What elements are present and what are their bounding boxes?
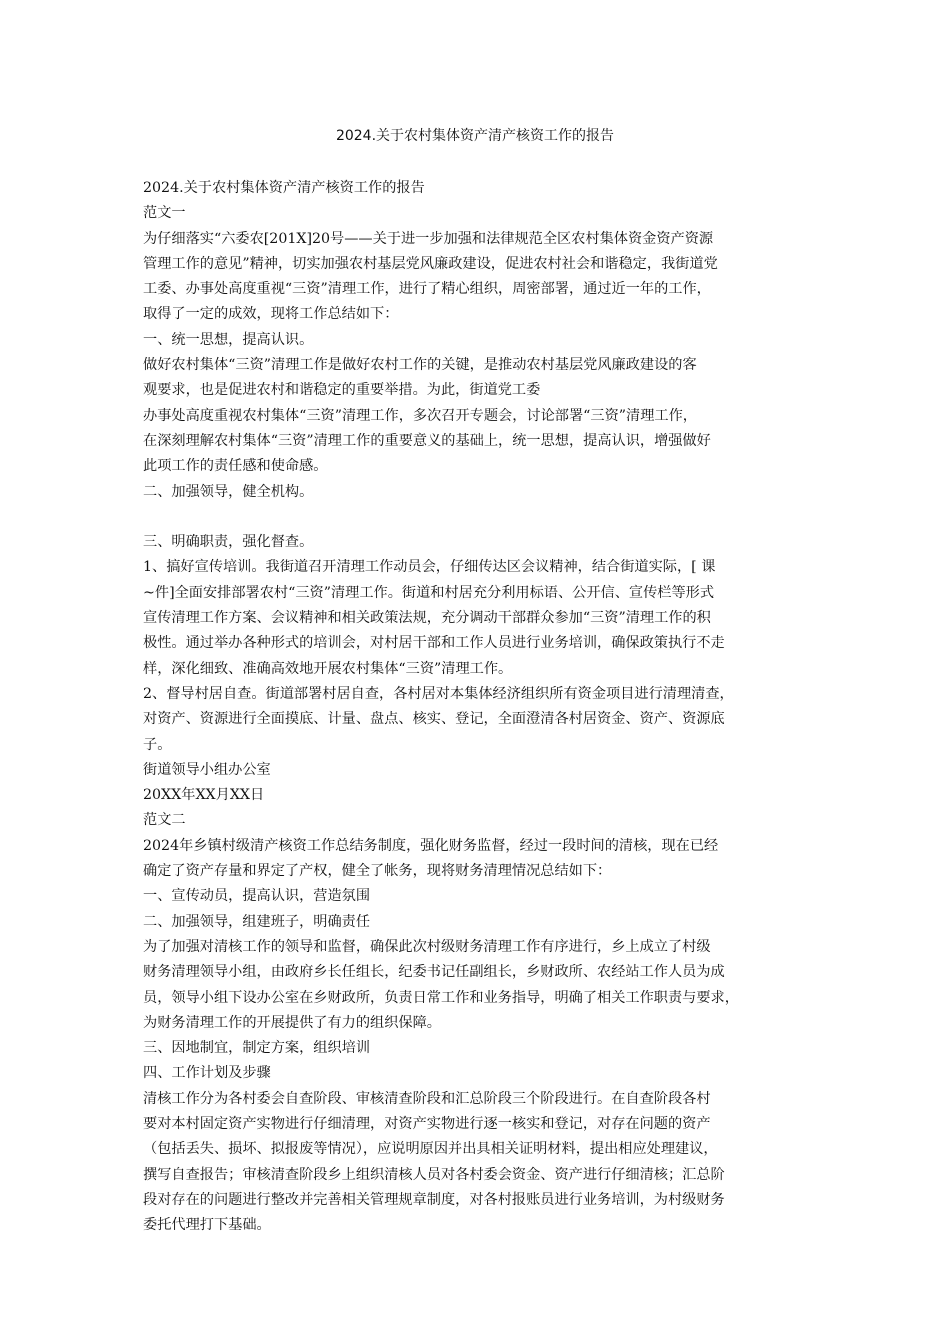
text-line: 为仔细落实“六委农[201X]20号——关于进一步加强和法律规范全区农村集体资金资产资源 bbox=[143, 230, 714, 247]
text-line: 四、工作计划及步骤 bbox=[143, 1065, 271, 1082]
text-line: 管理工作的意见”精神，切实加强农村基层党风廉政建设，促进农村社会和谐稳定，我街道党 bbox=[143, 255, 718, 272]
text-line: ~件]全面安排部署农村“三资”清理工作。街道和村居充分利用标语、公开信、宣传栏等形式 bbox=[143, 584, 715, 601]
text-line: 三、因地制宜，制定方案，组织培训 bbox=[143, 1040, 371, 1057]
text-line: 20XX年XX月XX日 bbox=[143, 787, 265, 804]
text-line: 二、加强领导，健全机构。 bbox=[143, 483, 314, 500]
text-line: 确定了资产存量和界定了产权，健全了帐务，现将财务清理情况总结如下： bbox=[143, 863, 612, 880]
text-line: 在深刻理解农村集体“三资”清理工作的重要意义的基础上，统一思想，提高认识，增强做好 bbox=[143, 432, 711, 449]
text-line: 委托代理打下基础。 bbox=[143, 1217, 271, 1234]
text-line bbox=[143, 505, 833, 530]
text-line: 撰写自查报告；审核清查阶段乡上组织清核人员对各村委会资金、资产进行仔细清核；汇总阶 bbox=[143, 1166, 725, 1183]
text-line: 范文二 bbox=[143, 812, 186, 829]
text-line: 范文一 bbox=[143, 205, 186, 222]
text-line: 取得了一定的成效，现将工作总结如下： bbox=[143, 306, 399, 323]
text-line: 此项工作的责任感和使命感。 bbox=[143, 458, 328, 475]
text-line: 宣传清理工作方案、会议精神和相关政策法规，充分调动干部群众参加“三资”清理工作的积 bbox=[143, 610, 711, 627]
document-body bbox=[143, 176, 833, 1238]
text-line: 街道领导小组办公室 bbox=[143, 761, 271, 778]
text-line: 员，领导小组下设办公室在乡财政所，负责日常工作和业务指导，明确了相关工作职责与要求， bbox=[143, 989, 739, 1006]
text-line: 2、督导村居自查。街道部署村居自查，各村居对本集体经济组织所有资金项目进行清理清查， bbox=[143, 685, 734, 702]
text-line: 一、统一思想，提高认识。 bbox=[143, 331, 314, 348]
text-line: 三、明确职责，强化督查。 bbox=[143, 534, 314, 551]
text-line: 子。 bbox=[143, 736, 172, 753]
text-line: 2024.关于农村集体资产清产核资工作的报告 bbox=[143, 180, 425, 196]
text-line: 做好农村集体“三资”清理工作是做好农村工作的关键，是推动农村基层党风廉政建设的客 bbox=[143, 357, 697, 374]
text-line: （包括丢失、损坏、拟报废等情况），应说明原因并出具相关证明材料，提出相应处理建议， bbox=[143, 1141, 718, 1158]
text-line: 1、搞好宣传培训。我街道召开清理工作动员会，仔细传达区会议精神，结合街道实际，[ 课 bbox=[143, 559, 716, 576]
text-line: 工委、办事处高度重视“三资”清理工作，进行了精心组织，周密部署，通过近一年的工作， bbox=[143, 281, 711, 298]
text-line: 对资产、资源进行全面摸底、计量、盘点、核实、登记，全面澄清各村居资金、资产、资源底 bbox=[143, 711, 725, 728]
text-line: 清核工作分为各村委会自查阶段、审核清查阶段和汇总阶段三个阶段进行。在自查阶段各村 bbox=[143, 1090, 711, 1107]
text-line: 极性。通过举办各种形式的培训会，对村居干部和工作人员进行业务培训，确保政策执行不走 bbox=[143, 635, 725, 652]
text-line: 2024年乡镇村级清产核资工作总结务制度，强化财务监督，经过一段时间的清核，现在已经 bbox=[143, 837, 719, 854]
text-line: 办事处高度重视农村集体“三资”清理工作，多次召开专题会，讨论部署“三资”清理工作， bbox=[143, 407, 697, 424]
text-line: 段对存在的问题进行整改并完善相关管理规章制度，对各村报账员进行业务培训，为村级财务 bbox=[143, 1191, 725, 1208]
text-line: 二、加强领导，组建班子，明确责任 bbox=[143, 913, 371, 930]
text-line: 为财务清理工作的开展提供了有力的组织保障。 bbox=[143, 1014, 441, 1031]
text-line: 财务清理领导小组，由政府乡长任组长，纪委书记任副组长，乡财政所、农经站工作人员为成 bbox=[143, 964, 725, 981]
text-line: 观要求，也是促进农村和谐稳定的重要举措。为此，街道党工委 bbox=[143, 382, 541, 399]
text-line: 样，深化细致、准确高效地开展农村集体“三资”清理工作。 bbox=[143, 660, 513, 677]
text-line: 为了加强对清核工作的领导和监督，确保此次村级财务清理工作有序进行，乡上成立了村级 bbox=[143, 938, 711, 955]
document-title: 2024.关于农村集体资产清产核资工作的报告 bbox=[335, 128, 615, 144]
text-line: 要对本村固定资产实物进行仔细清理，对资产实物进行逐一核实和登记，对存在问题的资产 bbox=[143, 1115, 711, 1132]
text-line: 一、宣传动员，提高认识，营造氛围 bbox=[143, 888, 371, 905]
